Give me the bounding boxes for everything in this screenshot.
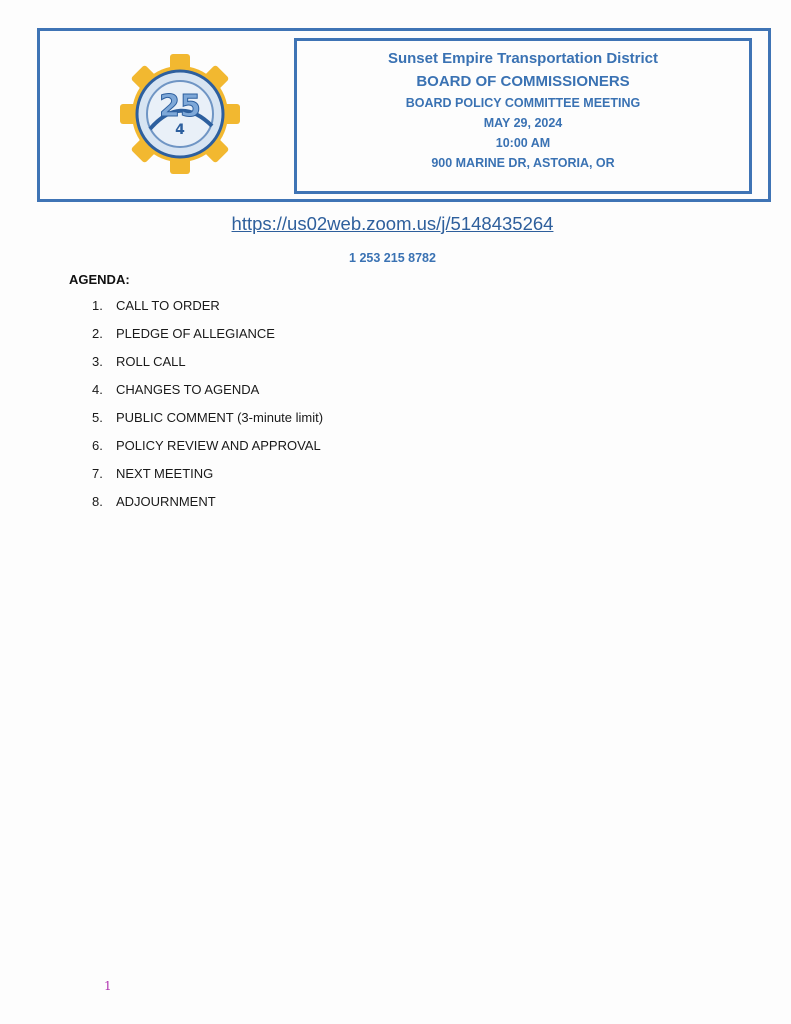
agenda-item: 7. NEXT MEETING	[92, 466, 214, 481]
svg-text:4: 4	[175, 122, 185, 138]
page-number: 1	[104, 979, 112, 993]
meeting-date: MAY 29, 2024	[483, 116, 563, 130]
organization-name: Sunset Empire Transportation District	[387, 50, 659, 67]
agenda-item: 2. PLEDGE OF ALLEGIANCE	[92, 326, 275, 341]
agenda-item: 6. POLICY REVIEW AND APPROVAL	[92, 438, 321, 453]
svg-text:25: 25	[159, 89, 201, 124]
dial-in-phone: 1 253 215 8782	[349, 251, 436, 265]
agenda-list	[92, 298, 332, 522]
agenda-item: 3. ROLL CALL	[92, 354, 186, 369]
agenda-item: 4. CHANGES TO AGENDA	[92, 382, 260, 397]
board-title: BOARD OF COMMISSIONERS	[416, 73, 630, 90]
agenda-title: AGENDA:	[69, 272, 130, 287]
agenda-item: 8. ADJOURNMENT	[92, 494, 216, 509]
agenda-item: 1. CALL TO ORDER	[92, 298, 220, 313]
zoom-meeting-link[interactable]: https://us02web.zoom.us/j/5148435264	[231, 213, 554, 234]
district-25-anniversary-logo	[120, 54, 240, 174]
agenda-item: 5. PUBLIC COMMENT (3-minute limit)	[92, 410, 324, 425]
meeting-title: BOARD POLICY COMMITTEE MEETING	[405, 96, 641, 110]
meeting-info-box	[294, 38, 752, 194]
meeting-time: 10:00 AM	[495, 136, 551, 150]
meeting-location: 900 MARINE DR, ASTORIA, OR	[431, 156, 615, 170]
